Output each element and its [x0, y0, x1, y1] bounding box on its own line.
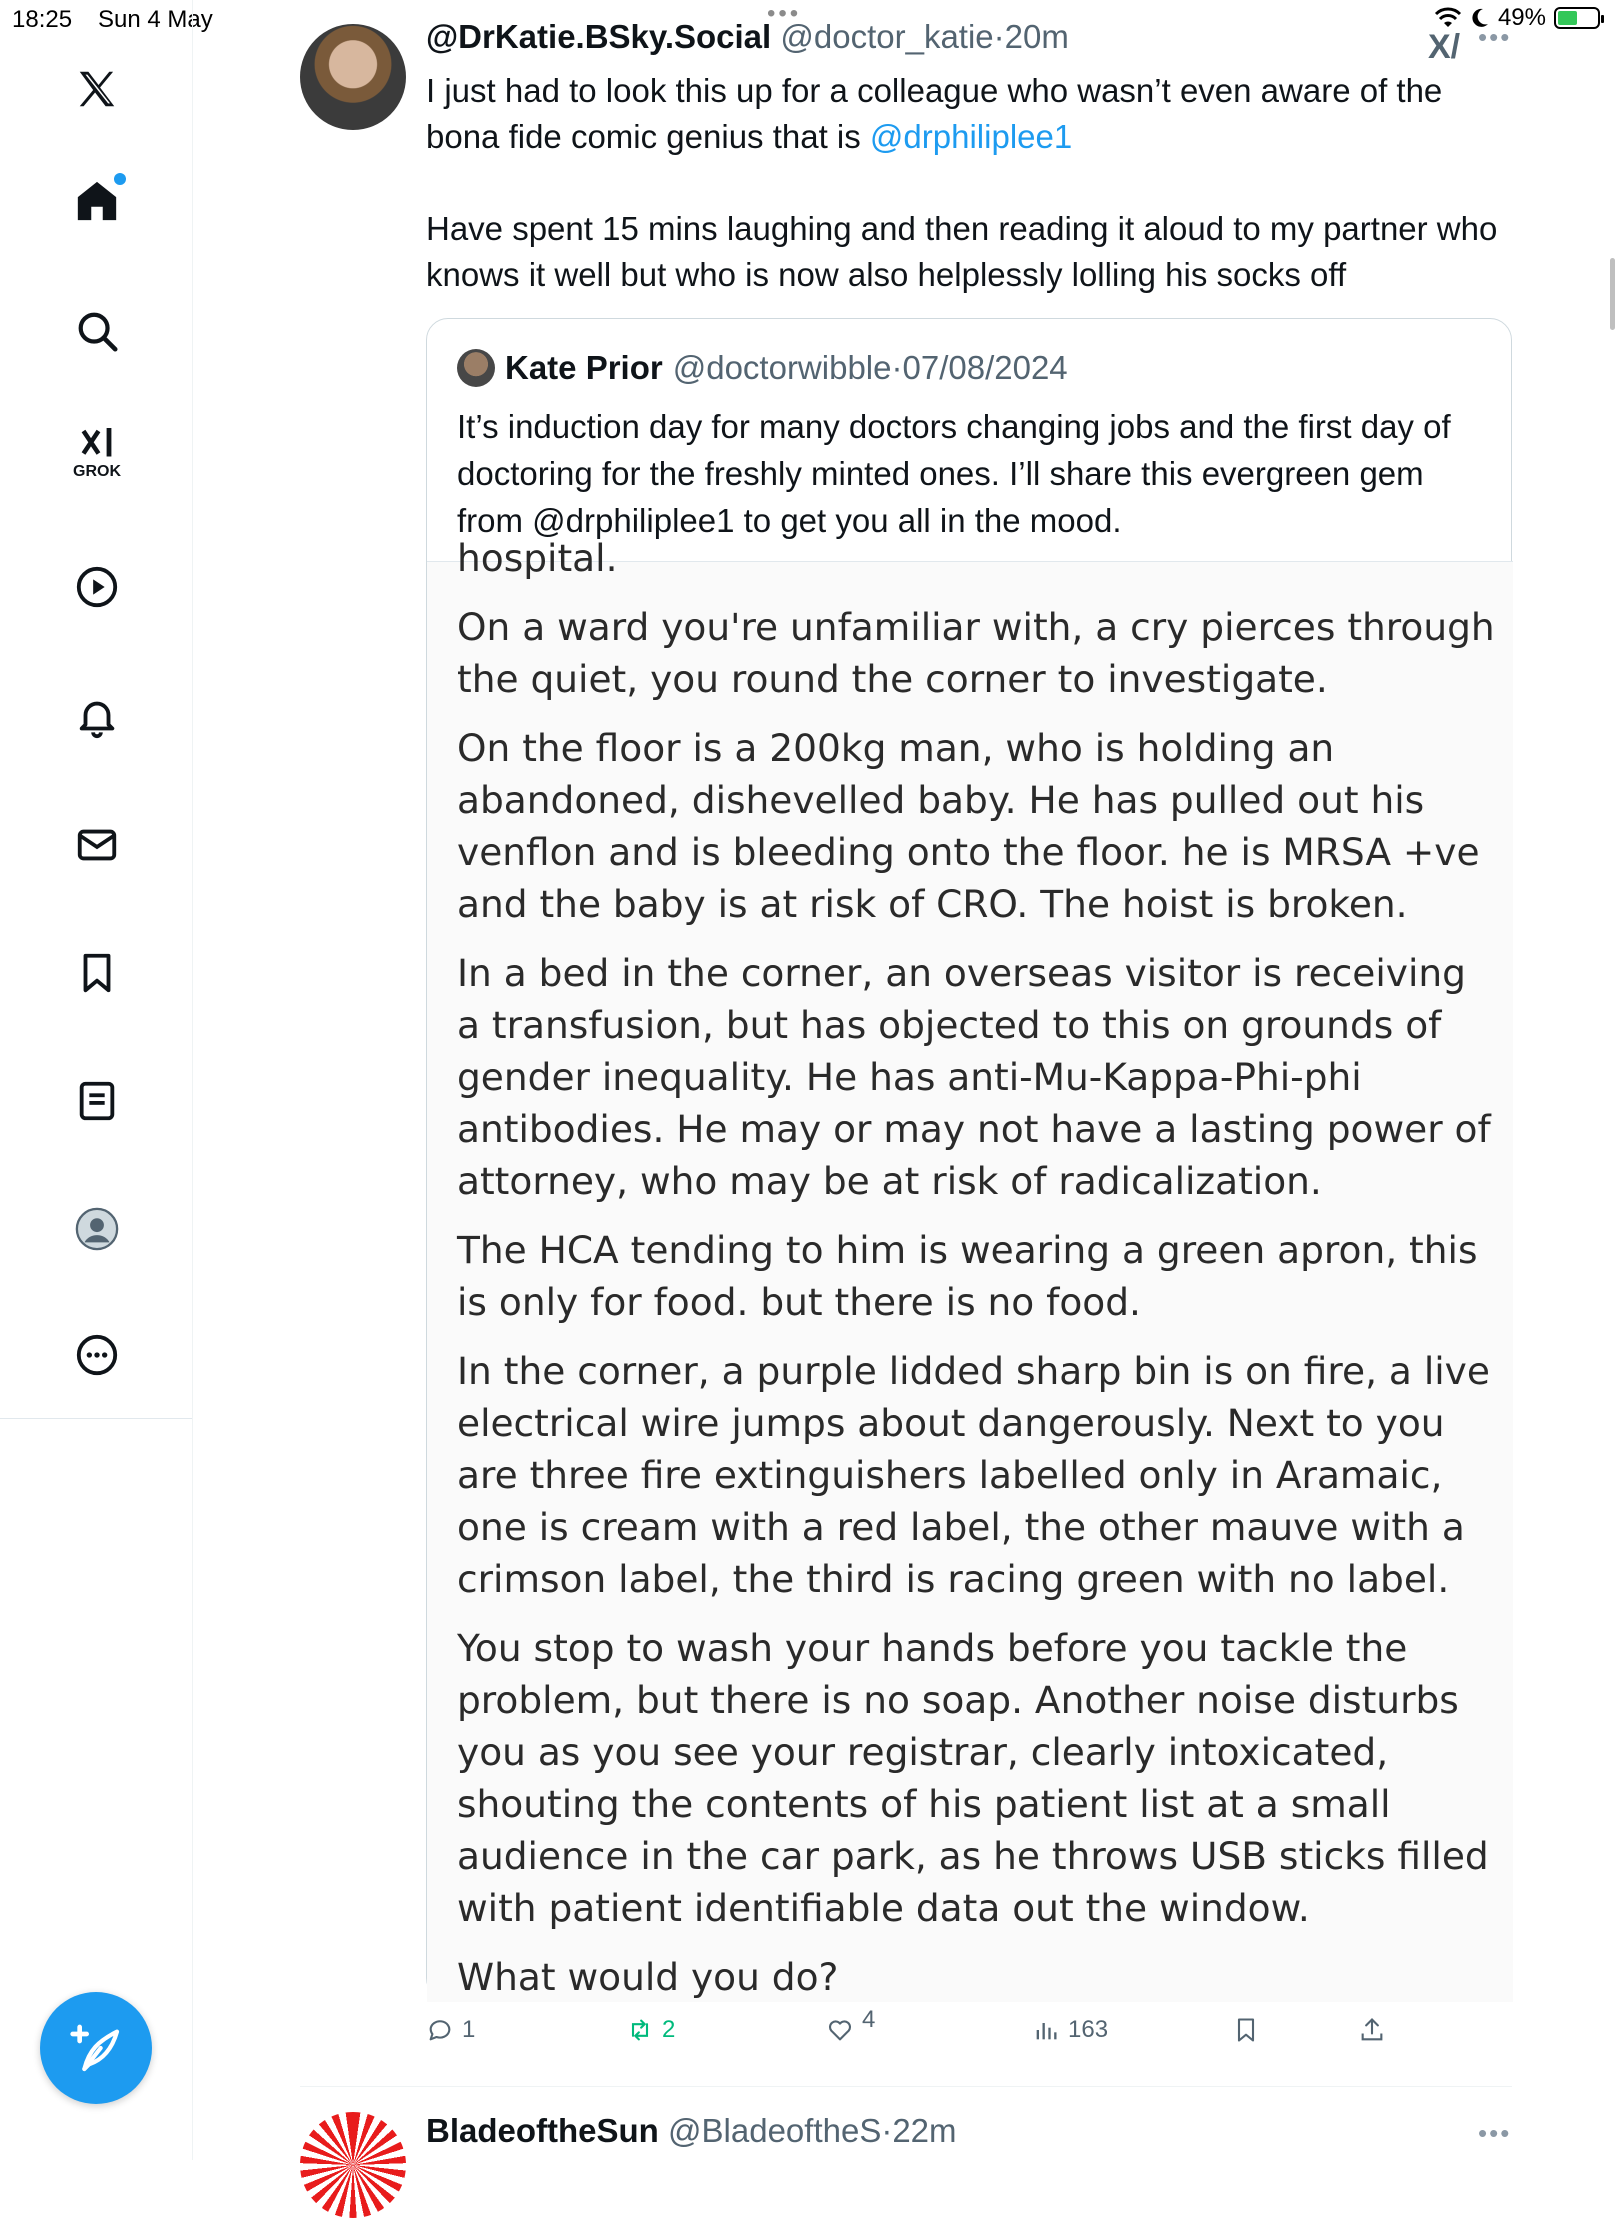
status-time: 18:25: [12, 6, 73, 33]
separator: ·: [891, 349, 903, 386]
quote-header: [457, 349, 1068, 387]
quoted-tweet[interactable]: [426, 318, 1512, 2000]
bookmark-button[interactable]: [1232, 2016, 1260, 2044]
mention-link[interactable]: @drphiliplee1: [869, 118, 1073, 155]
tweet-more-icon[interactable]: •••: [1478, 22, 1512, 52]
image-paragraph: In the corner, a purple lidded sharp bin is on fire, a live electrical wire jumps about dangerously. Next to you are three fire extinguishers labelled only in Aramaic, one is cream with a red label, the other mauve with a crimson label, the third is racing green with no label.: [457, 1349, 1490, 1601]
bookmark-icon: [1232, 2016, 1260, 2044]
image-paragraph: What would you do?: [457, 1955, 839, 1999]
heart-icon: [826, 2016, 854, 2044]
quote-date: 07/08/2024: [902, 349, 1068, 386]
tweet-text-line1: I just had to look this up for a colleague who wasn’t even aware of the bona fide comic genius that is: [426, 72, 1443, 155]
image-paragraph: You stop to wash your hands before you tackle the problem, but there is no soap. Another noise disturbs you as you see your registrar, clearly intoxicated, shouting the contents of his patient list at a small audience in the car park, as he throws USB sticks filled with patient identifiable data out the window.: [457, 1626, 1489, 1930]
tweet-author-line: [426, 18, 1069, 56]
home-notification-dot: [114, 173, 126, 185]
compose-feather-icon: [68, 2020, 124, 2076]
compose-button[interactable]: [40, 1992, 152, 2104]
next-author-name[interactable]: BladeoftheSun: [426, 2112, 659, 2149]
status-date: Sun 4 May: [98, 6, 213, 33]
x-logo-icon[interactable]: [62, 54, 132, 124]
video-icon[interactable]: [62, 552, 132, 622]
quote-image[interactable]: [427, 536, 1513, 2002]
like-button[interactable]: [826, 2006, 876, 2044]
author-avatar[interactable]: [300, 24, 406, 130]
image-paragraph: In a bed in the corner, an overseas visitor is receiving a transfusion, but has objected to this on grounds of gender inequality. He has anti-Mu-Kappa-Phi-phi antibodies. He may or may not have a lasting power of attorney, who may be at risk of radicalization.: [457, 951, 1491, 1203]
like-count: 4: [862, 2006, 876, 2033]
share-icon: [1358, 2016, 1386, 2044]
separator: ·: [881, 2112, 893, 2149]
bookmarks-icon[interactable]: [62, 938, 132, 1008]
image-partial-line: hospital.: [457, 536, 618, 580]
quote-text: It’s induction day for many doctors changing jobs and the first day of doctoring for the freshly minted ones. I’ll share this evergreen gem from @drphiliplee1 to get you all in the mood.: [457, 408, 1451, 539]
more-icon[interactable]: [62, 1320, 132, 1390]
reply-button[interactable]: [426, 2016, 475, 2044]
grok-icon[interactable]: [62, 418, 132, 488]
next-author-avatar[interactable]: [300, 2112, 406, 2218]
tweet-actions: [426, 2006, 1526, 2056]
left-nav: [0, 0, 193, 2160]
grok-label: GROK: [73, 463, 121, 480]
next-author-handle[interactable]: @BladeoftheS: [668, 2112, 882, 2149]
notifications-icon[interactable]: [62, 682, 132, 752]
retweet-count: 2: [662, 2016, 676, 2043]
lists-icon[interactable]: [62, 1066, 132, 1136]
image-paragraph: On a ward you're unfamiliar with, a cry pierces through the quiet, you round the corner to investigate.: [457, 605, 1495, 701]
tweet-text: [426, 68, 1506, 298]
retweet-button[interactable]: [626, 2016, 675, 2044]
search-icon[interactable]: [62, 296, 132, 366]
grok-badge-icon[interactable]: X/: [1428, 28, 1461, 66]
next-tweet-time[interactable]: 22m: [892, 2112, 957, 2149]
next-tweet-author-line: [426, 2112, 957, 2150]
reply-count: 1: [462, 2016, 476, 2043]
multitasking-dots-icon[interactable]: •••: [767, 0, 802, 27]
author-name[interactable]: @DrKatie.BSky.Social: [426, 18, 772, 55]
next-tweet-more-icon[interactable]: •••: [1478, 2118, 1512, 2148]
tweet-time[interactable]: 20m: [1004, 18, 1069, 55]
scrollbar[interactable]: [1610, 258, 1615, 330]
views-count: 163: [1068, 2016, 1109, 2043]
image-paragraph: The HCA tending to him is wearing a green apron, this is only for food. but there is no food.: [457, 1228, 1478, 1324]
reply-icon: [426, 2016, 454, 2044]
battery-icon: [1554, 7, 1600, 29]
tweet-divider: [300, 2086, 1512, 2087]
tweet-text-line2: Have spent 15 mins laughing and then reading it aloud to my partner who knows it well but who is now also helplessly lolling his socks off: [426, 210, 1498, 293]
quote-handle: @doctorwibble: [672, 349, 892, 386]
profile-icon[interactable]: [62, 1194, 132, 1264]
retweet-icon: [626, 2016, 654, 2044]
quote-author-name: Kate Prior: [505, 349, 663, 386]
wifi-icon: [1434, 7, 1462, 29]
image-paragraph: On the floor is a 200kg man, who is holding an abandoned, dishevelled baby. He has pulled out his venflon and is bleeding onto the floor. he is MRSA +ve and the baby is at risk of CRO. The hoist is broken.: [457, 726, 1480, 926]
battery-percent: 49%: [1497, 4, 1546, 31]
views-button[interactable]: [1032, 2016, 1108, 2044]
separator: ·: [993, 18, 1005, 55]
author-handle[interactable]: @doctor_katie: [780, 18, 994, 55]
image-text: [457, 532, 1497, 2020]
home-icon[interactable]: [62, 166, 132, 236]
share-button[interactable]: [1358, 2016, 1386, 2044]
views-icon: [1032, 2016, 1060, 2044]
messages-icon[interactable]: [62, 810, 132, 880]
quote-avatar: [457, 349, 495, 387]
nav-divider: [0, 1418, 192, 1419]
